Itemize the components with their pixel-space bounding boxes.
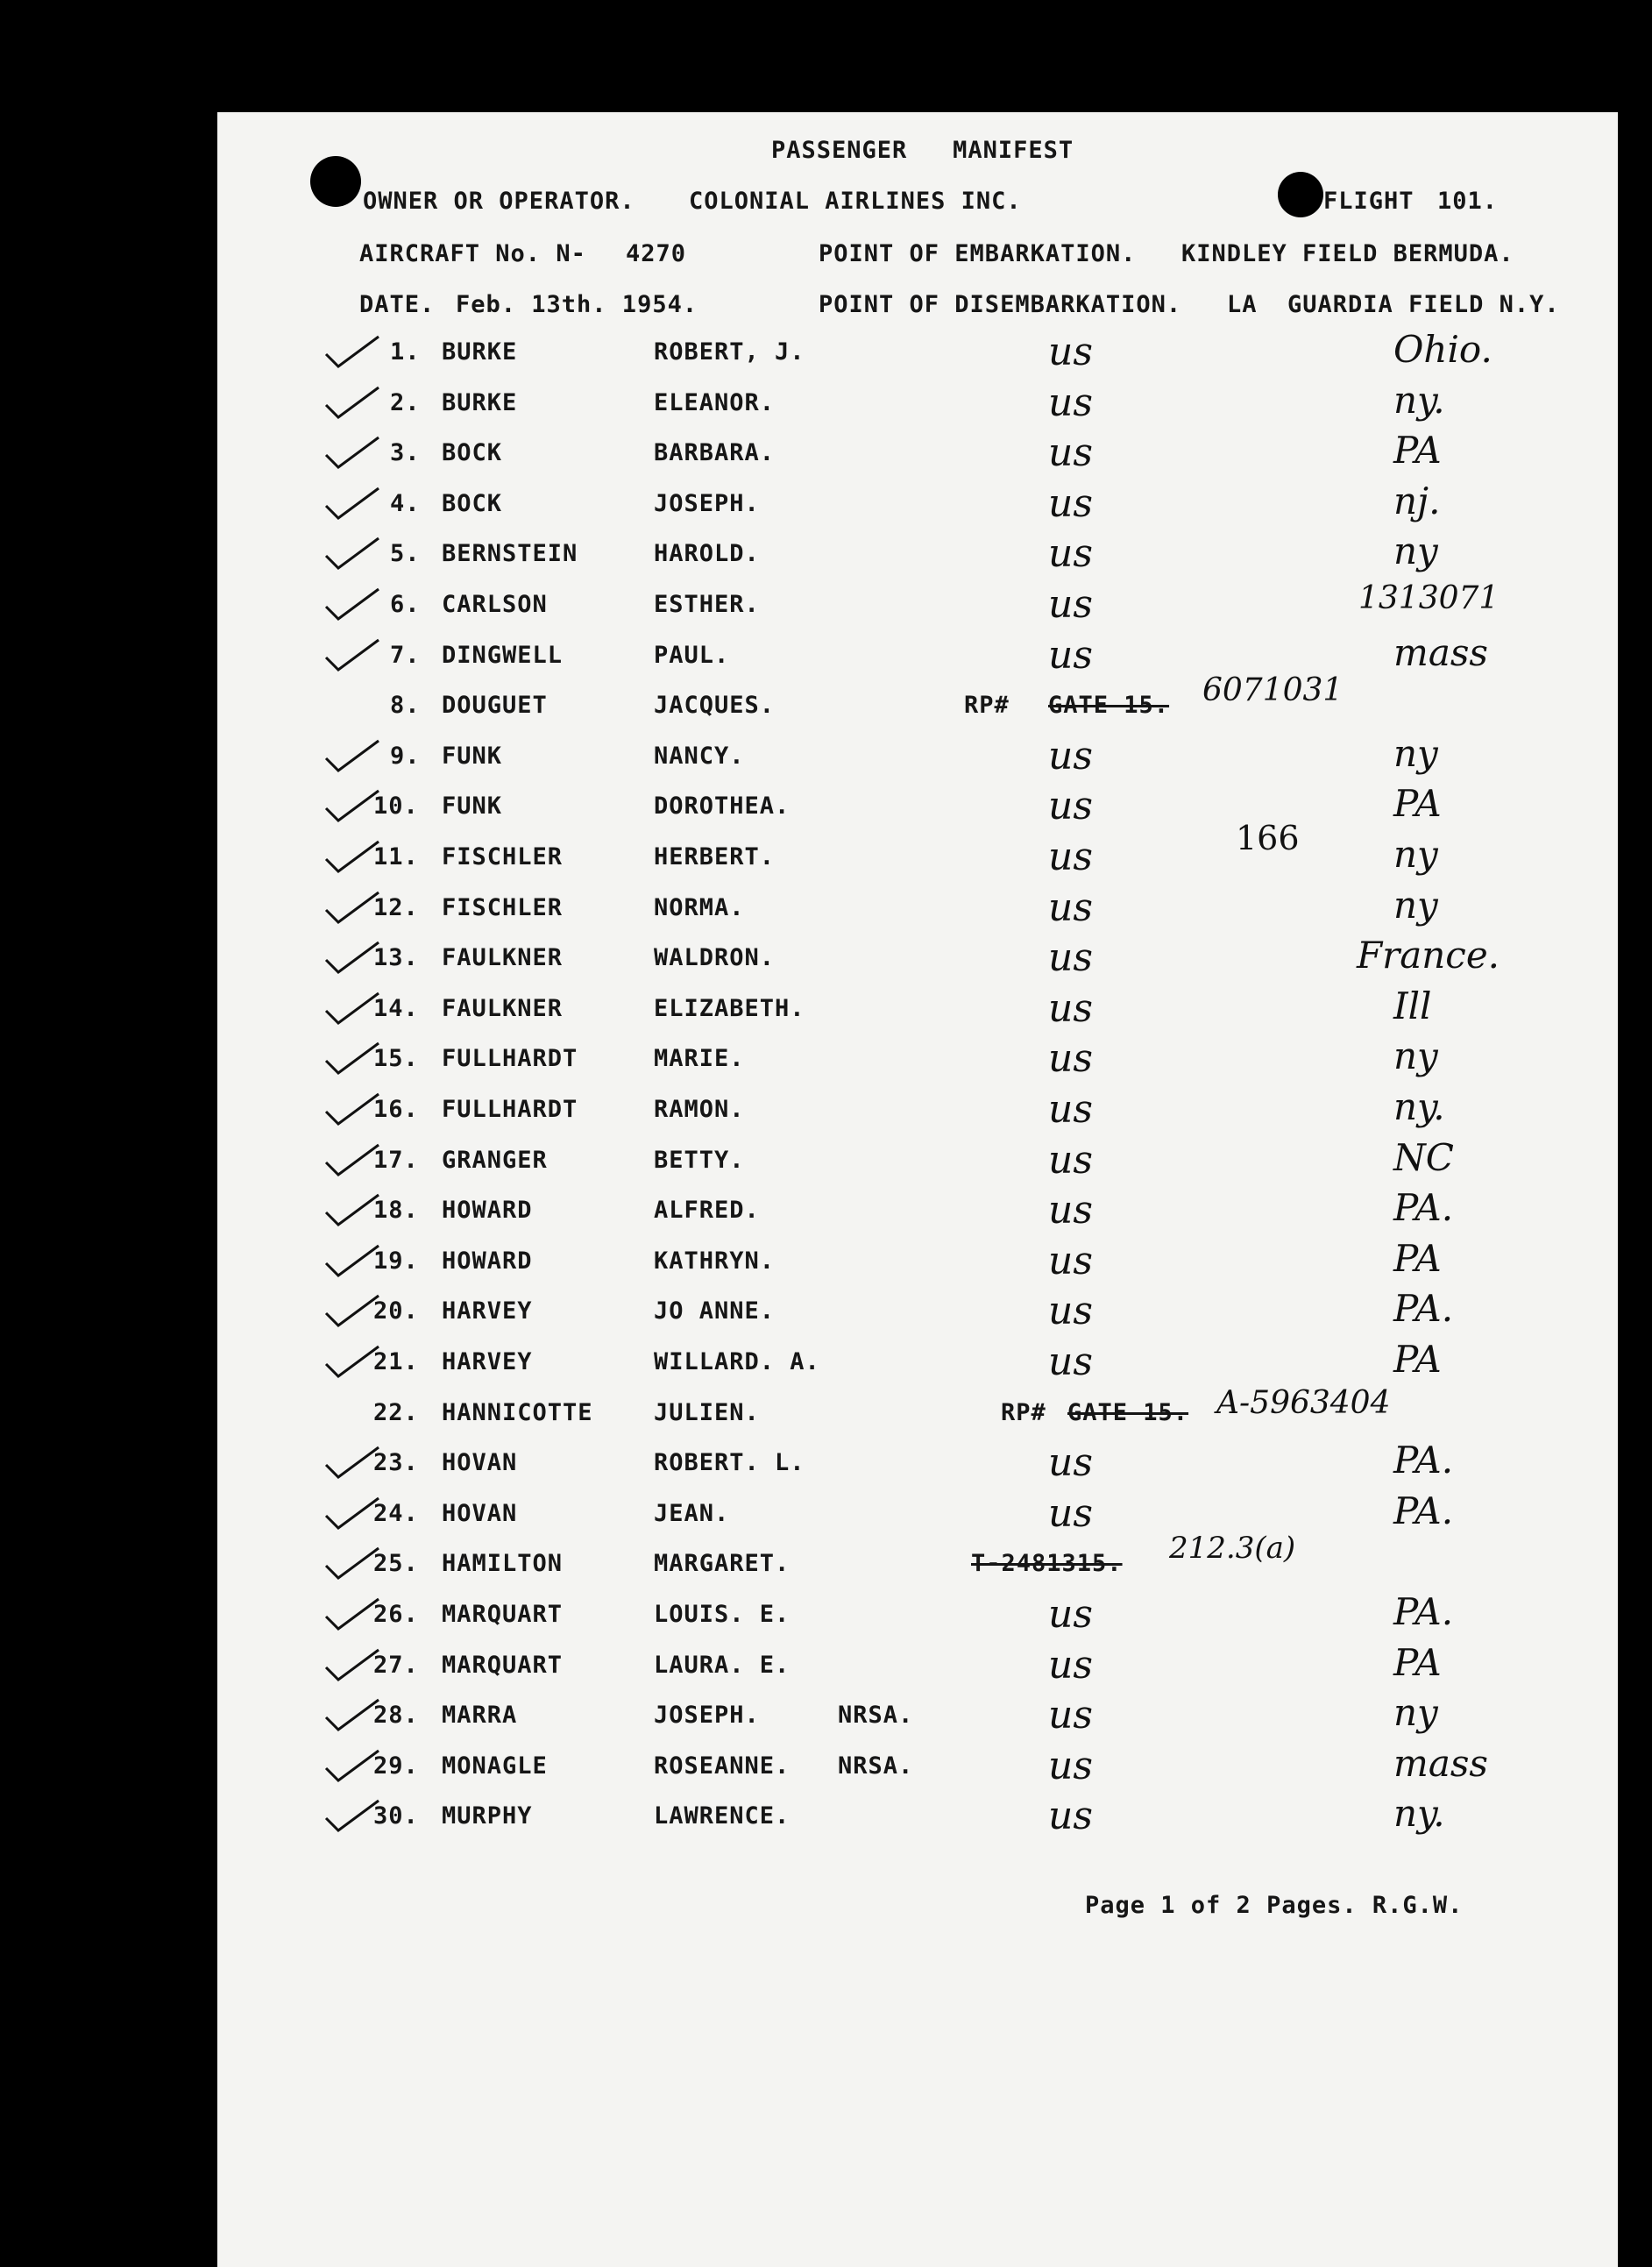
nationality-handwritten: us: [1048, 935, 1093, 980]
checkmark-icon: [323, 737, 384, 778]
nationality-handwritten: us: [1048, 986, 1093, 1031]
state-handwritten: 212.3(a): [1169, 1531, 1296, 1566]
state-handwritten: ny: [1393, 1034, 1438, 1077]
passenger-first-name: JOSEPH.: [654, 1702, 760, 1729]
embarkation-label: POINT OF EMBARKATION.: [819, 240, 1137, 267]
document-struck: T-2481315.: [971, 1550, 1123, 1577]
rp-label: RP#: [964, 692, 1010, 719]
passenger-first-name: ESTHER.: [654, 591, 760, 618]
passenger-last-name: FULLHARDT: [442, 1045, 578, 1072]
passenger-last-name: HOWARD: [442, 1197, 533, 1224]
state-handwritten: PA.: [1393, 1590, 1454, 1633]
passenger-first-name: JULIEN.: [654, 1399, 760, 1426]
disembarkation-value: LA GUARDIA FIELD N.Y.: [1227, 291, 1560, 318]
passenger-first-name: DOROTHEA.: [654, 792, 791, 820]
nationality-handwritten: us: [1048, 1643, 1093, 1688]
passenger-number: 30.: [373, 1802, 419, 1830]
nationality-handwritten: us: [1048, 1340, 1093, 1384]
gate-struck: GATE 15.: [1048, 692, 1170, 719]
passenger-number: 2.: [390, 389, 421, 416]
passenger-last-name: BURKE: [442, 338, 518, 366]
passenger-first-name: ELEANOR.: [654, 389, 776, 416]
passenger-first-name: LAWRENCE.: [654, 1802, 791, 1830]
passenger-first-name: LAURA. E.: [654, 1652, 791, 1679]
passenger-first-name: JEAN.: [654, 1500, 730, 1527]
passenger-last-name: FISCHLER: [442, 843, 564, 871]
passenger-last-name: HOVAN: [442, 1449, 518, 1476]
nationality-handwritten: us: [1048, 734, 1093, 778]
passenger-first-name: ELIZABETH.: [654, 995, 805, 1022]
state-handwritten: ny: [1393, 1691, 1438, 1734]
page-footer: Page 1 of 2 Pages. R.G.W.: [1085, 1892, 1464, 1919]
state-handwritten: Ill: [1393, 984, 1432, 1027]
passenger-number: 17.: [373, 1147, 419, 1174]
passenger-first-name: PAUL.: [654, 642, 730, 669]
state-handwritten: Ohio.: [1393, 328, 1492, 371]
state-handwritten: ny: [1393, 529, 1438, 572]
passenger-number: 16.: [373, 1096, 419, 1123]
nationality-handwritten: us: [1048, 430, 1093, 475]
state-handwritten: ny: [1393, 884, 1438, 927]
nationality-handwritten: us: [1048, 481, 1093, 526]
nationality-handwritten: us: [1048, 1087, 1093, 1132]
passenger-first-name: JACQUES.: [654, 692, 776, 719]
nationality-handwritten: us: [1048, 1239, 1093, 1283]
state-handwritten: ny.: [1393, 1792, 1445, 1835]
nationality-handwritten: us: [1048, 380, 1093, 425]
nationality-handwritten: us: [1048, 330, 1093, 374]
date-value: Feb. 13th. 1954.: [456, 291, 698, 318]
passenger-number: 12.: [373, 894, 419, 921]
passenger-first-name: HAROLD.: [654, 540, 760, 567]
rp-label: RP#: [1001, 1399, 1046, 1426]
passenger-last-name: FUNK: [442, 792, 503, 820]
passenger-first-name: WILLARD. A.: [654, 1348, 820, 1375]
state-handwritten: ny.: [1393, 1085, 1445, 1128]
date-label: DATE.: [359, 291, 436, 318]
state-handwritten: PA.: [1393, 1439, 1454, 1482]
passenger-last-name: FISCHLER: [442, 894, 564, 921]
passenger-last-name: BOCK: [442, 439, 503, 466]
state-handwritten: mass: [1393, 631, 1488, 674]
passenger-last-name: DINGWELL: [442, 642, 564, 669]
state-handwritten: PA: [1393, 1338, 1442, 1381]
checkmark-icon: [323, 586, 384, 626]
state-handwritten: 1313071: [1358, 580, 1500, 616]
passenger-first-name: MARIE.: [654, 1045, 745, 1072]
state-handwritten: 6071031: [1202, 672, 1344, 708]
nationality-handwritten: us: [1048, 1289, 1093, 1333]
checkmark-icon: [323, 384, 384, 424]
state-handwritten: PA: [1393, 1237, 1442, 1280]
passenger-first-name: RAMON.: [654, 1096, 745, 1123]
passenger-first-name: BETTY.: [654, 1147, 745, 1174]
passenger-last-name: MURPHY: [442, 1802, 533, 1830]
nationality-handwritten: us: [1048, 1188, 1093, 1233]
passenger-last-name: MARQUART: [442, 1601, 564, 1628]
nationality-handwritten: us: [1048, 1440, 1093, 1485]
nationality-handwritten: us: [1048, 531, 1093, 576]
nationality-handwritten: us: [1048, 1794, 1093, 1838]
passenger-number: 19.: [373, 1247, 419, 1275]
passenger-number: 11.: [373, 843, 419, 871]
passenger-first-name: NORMA.: [654, 894, 745, 921]
state-handwritten: PA.: [1393, 1287, 1454, 1330]
disembarkation-label: POINT OF DISEMBARKATION.: [819, 291, 1182, 318]
passenger-number: 20.: [373, 1297, 419, 1325]
state-handwritten: ny: [1393, 833, 1438, 876]
passenger-last-name: HANNICOTTE: [442, 1399, 593, 1426]
nationality-handwritten: us: [1048, 582, 1093, 627]
nationality-handwritten: us: [1048, 784, 1093, 828]
passenger-last-name: MARRA: [442, 1702, 518, 1729]
passenger-number: 22.: [373, 1399, 419, 1426]
passenger-number: 27.: [373, 1652, 419, 1679]
passenger-number: 28.: [373, 1702, 419, 1729]
passenger-first-name: LOUIS. E.: [654, 1601, 791, 1628]
checkmark-icon: [323, 333, 384, 373]
state-handwritten: A-5963404: [1216, 1385, 1391, 1421]
passenger-first-name: ALFRED.: [654, 1197, 760, 1224]
owner-label: OWNER OR OPERATOR.: [363, 188, 635, 215]
passenger-number: 15.: [373, 1045, 419, 1072]
embarkation-value: KINDLEY FIELD BERMUDA.: [1181, 240, 1514, 267]
passenger-first-name: ROSEANNE.: [654, 1752, 791, 1780]
gate-struck: GATE 15.: [1067, 1399, 1189, 1426]
passenger-first-name: BARBARA.: [654, 439, 776, 466]
state-handwritten: NC: [1393, 1136, 1454, 1179]
passenger-last-name: BURKE: [442, 389, 518, 416]
checkmark-icon: [323, 434, 384, 474]
passenger-last-name: FUNK: [442, 743, 503, 770]
aircraft-number: 4270: [626, 240, 687, 267]
passenger-last-name: GRANGER: [442, 1147, 548, 1174]
state-handwritten: ny: [1393, 732, 1438, 775]
passenger-last-name: HOWARD: [442, 1247, 533, 1275]
owner-value: COLONIAL AIRLINES INC.: [689, 188, 1022, 215]
flight-label: FLIGHT: [1323, 188, 1414, 215]
passenger-first-name: ROBERT, J.: [654, 338, 805, 366]
nationality-handwritten: us: [1048, 1036, 1093, 1081]
passenger-last-name: HARVEY: [442, 1348, 533, 1375]
nationality-handwritten: us: [1048, 1138, 1093, 1183]
passenger-number: 8.: [390, 692, 421, 719]
passenger-last-name: FAULKNER: [442, 944, 564, 971]
passenger-number: 25.: [373, 1550, 419, 1577]
passenger-number: 9.: [390, 743, 421, 770]
passenger-number: 6.: [390, 591, 421, 618]
nrsa-note: NRSA.: [838, 1752, 914, 1780]
passenger-first-name: KATHRYN.: [654, 1247, 776, 1275]
passenger-last-name: MONAGLE: [442, 1752, 548, 1780]
passenger-number: 1.: [390, 338, 421, 366]
state-handwritten: PA.: [1393, 1186, 1454, 1229]
state-handwritten: PA.: [1393, 1489, 1454, 1532]
state-handwritten: France.: [1357, 934, 1500, 977]
passenger-number: 29.: [373, 1752, 419, 1780]
punch-hole-right: [1278, 172, 1323, 217]
nrsa-note: NRSA.: [838, 1702, 914, 1729]
state-handwritten: nj.: [1393, 480, 1441, 522]
passenger-last-name: CARLSON: [442, 591, 548, 618]
passenger-number: 5.: [390, 540, 421, 567]
page-title: PASSENGER MANIFEST: [771, 137, 1074, 164]
passenger-number: 21.: [373, 1348, 419, 1375]
nationality-handwritten: us: [1048, 1592, 1093, 1637]
passenger-first-name: NANCY.: [654, 743, 745, 770]
state-handwritten: PA: [1393, 1641, 1442, 1684]
nationality-handwritten: us: [1048, 633, 1093, 678]
passenger-first-name: JO ANNE.: [654, 1297, 776, 1325]
passenger-number: 18.: [373, 1197, 419, 1224]
checkmark-icon: [323, 636, 384, 677]
passenger-number: 23.: [373, 1449, 419, 1476]
flight-number: 101.: [1437, 188, 1499, 215]
passenger-last-name: HOVAN: [442, 1500, 518, 1527]
passenger-last-name: BOCK: [442, 490, 503, 517]
passenger-number: 14.: [373, 995, 419, 1022]
passenger-first-name: JOSEPH.: [654, 490, 760, 517]
passenger-number: 7.: [390, 642, 421, 669]
passenger-last-name: FAULKNER: [442, 995, 564, 1022]
state-handwritten: mass: [1393, 1742, 1488, 1785]
passenger-first-name: HERBERT.: [654, 843, 776, 871]
punch-hole-left: [310, 156, 361, 207]
passenger-last-name: HAMILTON: [442, 1550, 564, 1577]
passenger-number: 4.: [390, 490, 421, 517]
passenger-last-name: MARQUART: [442, 1652, 564, 1679]
passenger-number: 24.: [373, 1500, 419, 1527]
passenger-last-name: DOUGUET: [442, 692, 548, 719]
aircraft-label: AIRCRAFT No. N-: [359, 240, 586, 267]
passenger-number: 10.: [373, 792, 419, 820]
nationality-handwritten: us: [1048, 1744, 1093, 1788]
passenger-last-name: HARVEY: [442, 1297, 533, 1325]
passenger-first-name: MARGARET.: [654, 1550, 791, 1577]
handwritten-number-166: 166: [1236, 819, 1300, 857]
nationality-handwritten: us: [1048, 1693, 1093, 1738]
nationality-handwritten: us: [1048, 885, 1093, 930]
passenger-last-name: FULLHARDT: [442, 1096, 578, 1123]
passenger-number: 26.: [373, 1601, 419, 1628]
checkmark-icon: [323, 485, 384, 525]
passenger-first-name: ROBERT. L.: [654, 1449, 805, 1476]
passenger-first-name: WALDRON.: [654, 944, 776, 971]
passenger-last-name: BERNSTEIN: [442, 540, 578, 567]
passenger-number: 3.: [390, 439, 421, 466]
nationality-handwritten: us: [1048, 835, 1093, 879]
passenger-number: 13.: [373, 944, 419, 971]
state-handwritten: ny.: [1393, 379, 1445, 422]
state-handwritten: PA: [1393, 782, 1442, 825]
checkmark-icon: [323, 535, 384, 575]
state-handwritten: PA: [1393, 429, 1442, 472]
nationality-handwritten: us: [1048, 1491, 1093, 1536]
